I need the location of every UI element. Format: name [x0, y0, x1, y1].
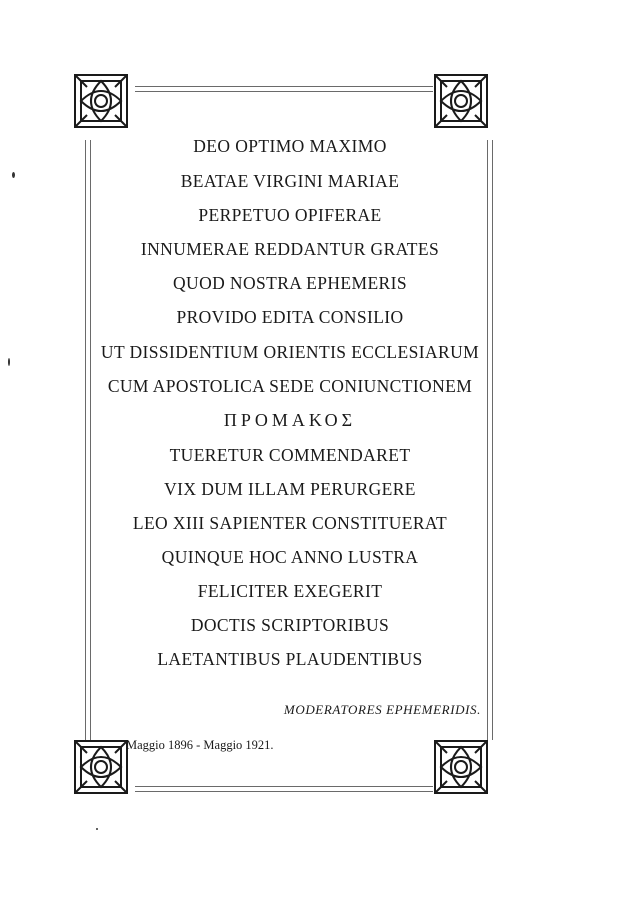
inscription-line: TUERETUR COMMENDARET: [169, 445, 411, 465]
scan-speck: [96, 828, 98, 830]
celtic-knot-corner-icon: [432, 738, 490, 796]
inscription-line: QUINQUE HOC ANNO LUSTRA: [161, 547, 419, 567]
frame-bottom-line-inner: [135, 791, 433, 792]
signature-line: MODERATORES EPHEMERIDIS.: [283, 702, 481, 717]
celtic-knot-corner-icon: [72, 72, 130, 130]
inscription-line: VIX DUM ILLAM PERURGERE: [164, 479, 416, 499]
inscription-line: INNUMERAE REDDANTUR GRATES: [140, 239, 440, 259]
inscription-line: PROVIDO EDITA CONSILIO: [176, 307, 404, 327]
inscription-line: LAETANTIBUS PLAUDENTIBUS: [157, 649, 423, 669]
scan-speck: [8, 358, 10, 366]
inscription-line-greek-title: ΠΡΟΜΑΚΟΣ: [223, 410, 357, 430]
inscription-line: DOCTIS SCRIPTORIBUS: [190, 615, 390, 635]
inscription-line: DEO OPTIMO MAXIMO: [193, 136, 387, 156]
celtic-knot-corner-icon: [72, 738, 130, 796]
inscription-line: BEATAE VIRGINI MARIAE: [180, 171, 400, 191]
frame-bottom-line-outer: [135, 786, 433, 787]
date-line: Maggio 1896 - Maggio 1921.: [126, 738, 274, 752]
scan-speck: [12, 172, 15, 178]
frame-top-line-outer: [135, 86, 433, 87]
inscription-line: PERPETUO OPIFERAE: [198, 205, 382, 225]
inscription-line: UT DISSIDENTIUM ORIENTIS ECCLESIARUM: [100, 342, 480, 362]
inscription-line: CUM APOSTOLICA SEDE CONIUNCTIONEM: [107, 376, 473, 396]
celtic-knot-corner-icon: [432, 72, 490, 130]
inscription-line: QUOD NOSTRA EPHEMERIS: [173, 273, 407, 293]
inscription-line: LEO XIII SAPIENTER CONSTITUERAT: [132, 513, 448, 533]
inscription-line: FELICITER EXEGERIT: [197, 581, 383, 601]
frame-top-line-inner: [135, 91, 433, 92]
